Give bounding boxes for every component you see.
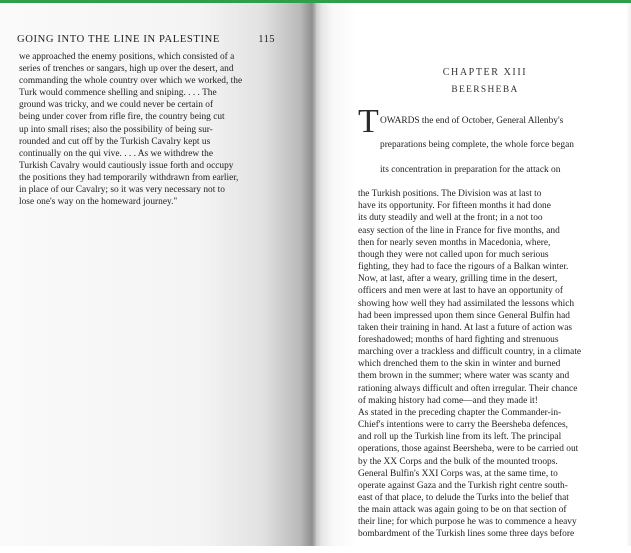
drop-cap: T [358, 103, 379, 140]
paragraph-2: As stated in the preceding chapter the Commander-in- Chief's intentions were to carry the Beersheba defences, and roll up the Turkish line from its left. The principal operations, those against Beersheba, were to be carried out by the XX Corps and the bulk of the mounted troops. General Bulfin's XXI Corps was, at the same time, to operate against Gaza and the Turkish right centre south- east of that place, to delude the Turks into the belief that the main attack was again going to be on that section of their line; for which purpose he was to commence a heavy bombardment of the Turkish lines some three days before [358, 407, 579, 540]
opening-line-3: its concentration in preparation for the attack on [380, 164, 561, 175]
left-page-body-text: we approached the enemy positions, which consisted of a series of trenches or sangars, high up over the desert, and commanding the whole country over which we worked, the Turk would commence shelling and sniping. . . . The ground was tricky, and we could never be certain of being under cover from rifle fire, the country being cut up into small rises; also the possibility of being sur- rounded and cut off by the Turkish Cavalry kept us continually on the qui vive. . . . As we withdrew the Turkish Cavalry would cautiously issue forth and occupy the positions they had temporarily withdrawn from earlier, in place of our Cavalry; so it was very necessary not to lose one's way on the homeward journey." [19, 52, 243, 208]
page-number: 115 [258, 34, 275, 45]
paragraph-1: the Turkish positions. The Division was at last to have its opportunity. For fifteen months it had done its duty steadily and well at the front; in a not too easy section of the line in France for five months, and then for nearly seven months in Macedonia, where, though they were not called upon for much serious fighting, they had to face the rigours of a Balkan winter. Now, at last, after a weary, grilling time in the desert, officers and men were at last to have an opportunity of showing how well they had assimilated the lessons which had been impressed upon them since General Bulfin had taken their training in hand. At last a future of action was foreshadowed; months of hard fighting and strenuous marching over a trackless and difficult country, in a climate which drenched them to the skin in winter and burned them brown in the summer; where water was scanty and rationing always difficult and often irregular. Their chance of making history had come—and they made it! [358, 189, 582, 406]
running-head-title: GOING INTO THE LINE IN PALESTINE [17, 34, 220, 45]
right-page-body-text [358, 103, 610, 553]
chapter-heading: CHAPTER XIII [442, 67, 528, 78]
opening-line-1: OWARDS the end of October, General Allenby's [380, 116, 564, 127]
running-head [17, 34, 275, 45]
chapter-title: BEERSHEBA [451, 85, 519, 95]
opening-line-2: preparations being complete, the whole force began [380, 140, 574, 151]
